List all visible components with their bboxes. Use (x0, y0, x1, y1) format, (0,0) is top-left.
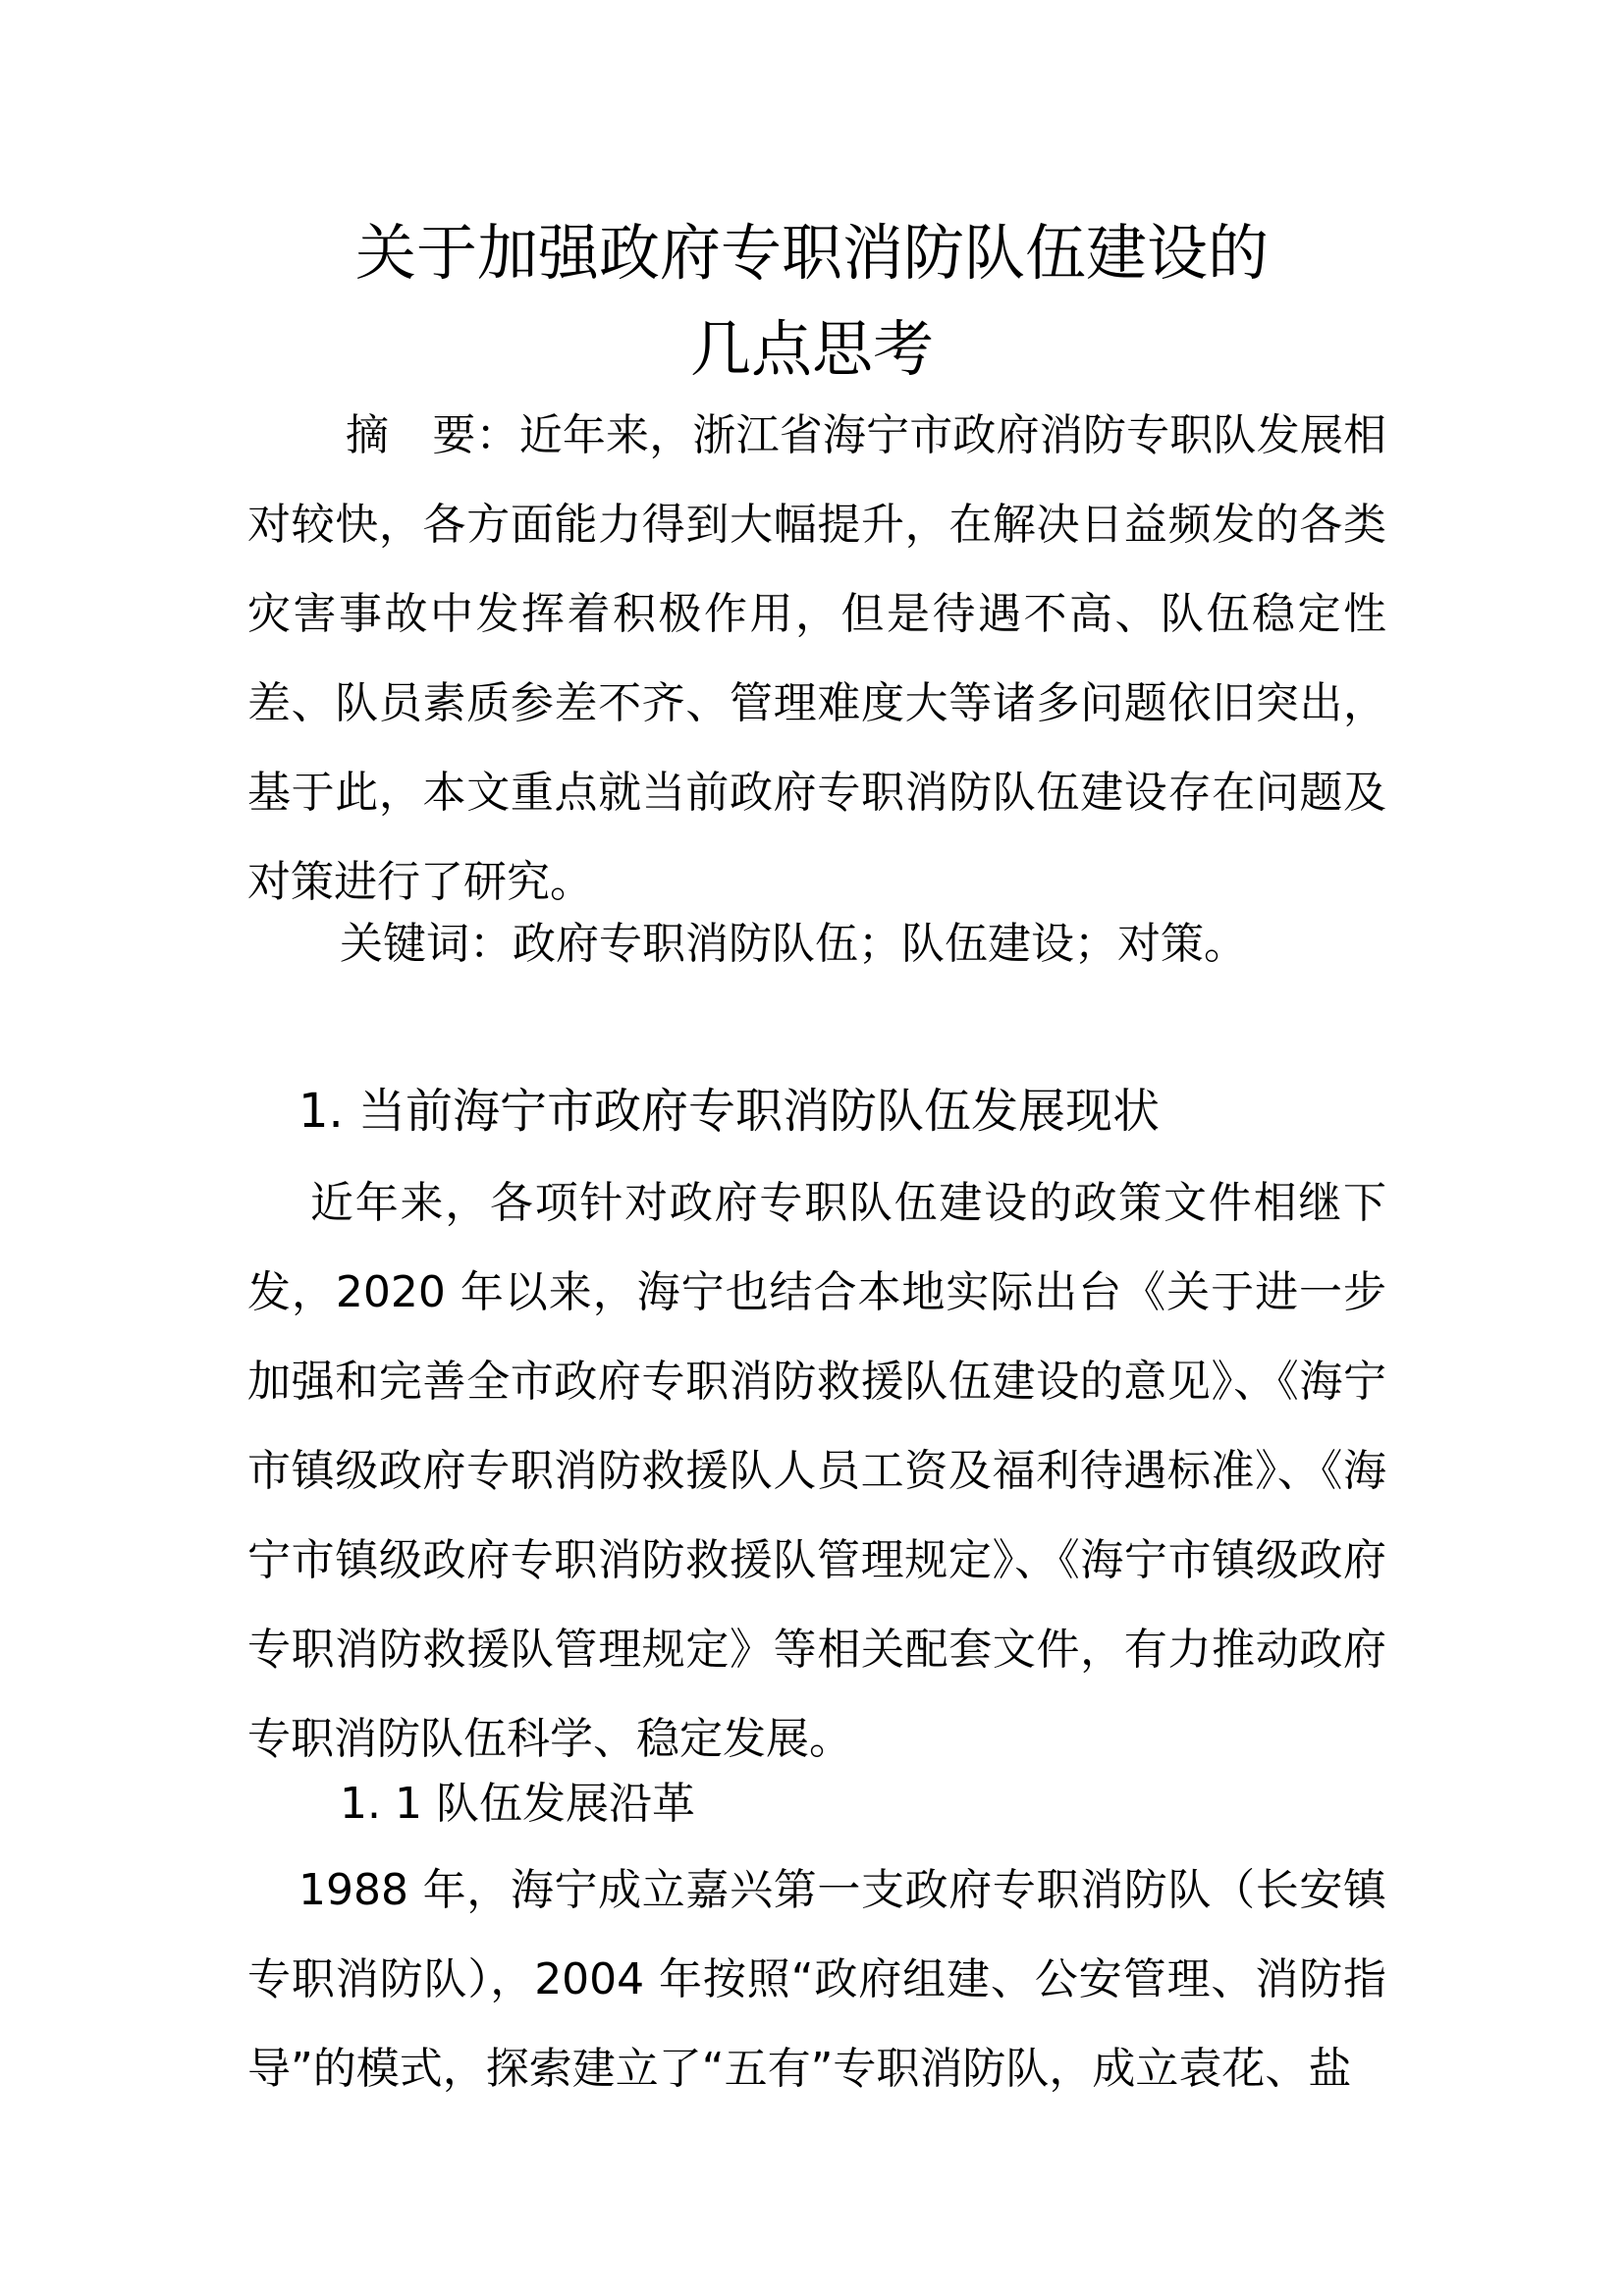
abstract-paragraph: 摘 要：近年来，浙江省海宁市政府消防专职队发展相对较快，各方面能力得到大幅提升，在解决日益频发的各类灾害事故中发挥着积极作用，但是待遇不高、队伍稳定性差、队员素质参差不齐、管理难度大等诸多问题依旧突出，基于此，本文重点就当前政府专职消防队伍建设存在问题及对策进行了研究。 (247, 410, 1386, 907)
section-1-1-heading: 1. 1 队伍发展沿革 (340, 1779, 695, 1829)
section-1-paragraph: 近年来，各项针对政府专职队伍建设的政策文件相继下发，2020 年以来，海宁也结合本地实际出台《关于进一步加强和完善全市政府专职消防救援队伍建设的意见》、《海宁市镇级政府专职消防救援队人员工资及福利待遇标准》、《海宁市镇级政府专职消防救援队管理规定》、《海宁市镇级政府专职消防救援队管理规定》等相关配套文件，有力推动政府专职消防队伍科学、稳定发展。 (247, 1178, 1386, 1764)
section-1-1-paragraph: 1988 年，海宁成立嘉兴第一支政府专职消防队（长安镇专职消防队），2004 年按照“政府组建、公安管理、消防指导”的模式，探索建立了“五有”专职消防队，成立袁花、盐 (247, 1865, 1386, 2094)
document-title-line-2: 几点思考 (689, 313, 934, 385)
document-title-line-1: 关于加强政府专职消防队伍建设的 (354, 217, 1269, 289)
keywords-line: 关键词：政府专职消防队伍；队伍建设；对策。 (340, 919, 1247, 969)
section-1-heading: 1. 当前海宁市政府专职消防队伍发展现状 (298, 1084, 1161, 1139)
